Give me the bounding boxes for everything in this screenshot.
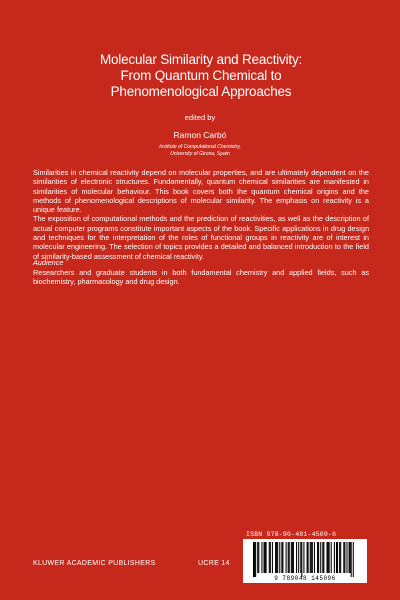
barcode-bar [344,542,345,573]
barcode-bar [286,542,287,573]
barcode-bar [277,542,278,573]
editor-affiliation [0,144,400,158]
barcode-bar [253,542,254,577]
barcode-bar [310,542,311,573]
barcode-bar [292,542,293,573]
barcode-bar [272,542,273,573]
barcode-bar [308,542,309,573]
barcode-bar [264,542,265,573]
title-line-1: Molecular Similarity and Reactivity: [99,52,303,67]
barcode-bar [331,542,332,573]
title-line-2: From Quantum Chemical to [120,68,282,83]
barcode-bar [291,542,292,573]
barcode-bar [270,542,271,573]
barcode-bar [343,542,344,573]
barcode [243,539,367,583]
barcode-bar [311,542,312,573]
barcode-bar [351,542,352,577]
title-line-3: Phenomenological Approaches [110,84,292,99]
barcode-bar [296,542,297,573]
barcode-bar [275,542,276,573]
barcode-bar [257,542,258,573]
affiliation-line-1: Institute of Computational Chemistry, [159,144,241,150]
barcode-bar [265,542,266,573]
barcode-bar [276,542,277,573]
barcode-bar [282,542,283,573]
isbn-label: ISBN 978-90-481-4509-6 [246,531,337,538]
barcode-bar [298,542,299,573]
barcode-bar [255,542,256,577]
barcode-bar [261,542,262,573]
barcode-bar [288,542,289,573]
barcode-bar [350,542,351,573]
barcode-bar [258,542,259,573]
publisher-name: KLUWER ACADEMIC PUBLISHERS [33,560,156,567]
barcode-bar [301,542,302,577]
barcode-bar [300,542,301,573]
barcode-bar [340,542,341,573]
barcode-bar [312,542,313,573]
barcode-bar [322,542,323,573]
barcode-bar [254,542,255,577]
barcode-bar [317,542,318,573]
barcode-bar [353,542,354,577]
barcode-bar [269,542,270,573]
barcode-bar [346,542,347,573]
barcode-bar [318,542,319,573]
barcode-bar [266,542,267,573]
affiliation-line-2: University of Girona, Spain [170,151,230,157]
barcode-bar [339,542,340,573]
barcode-bar [320,542,321,573]
audience-heading: Audience [33,258,64,267]
barcode-bar [293,542,294,573]
audience-text: Researchers and graduate students in both fundamental chemistry and applied fields, such as biochemistry, pharmacology and drug design. [33,268,369,287]
barcode-bar [289,542,290,573]
description-paragraph-2: The exposition of computational methods and the prediction of reactivities, as well as the description of actual computer programs constitute important aspects of the book. Specific applications in drug design and techniques for the interpretation of the roles of functional groups in reactivity are of interest in molecular engineering. The selection of topics provides a detailed and balanced introduction to the field of similarity-based assessment of chemical reactivity. [33,214,369,261]
barcode-bar [281,542,282,573]
barcode-bar [336,542,337,573]
barcode-bar [279,542,280,573]
barcode-bar [329,542,330,573]
barcode-bar [327,542,328,573]
barcode-bar [328,542,329,573]
barcode-bar [307,542,308,573]
editor-name: Ramon Carbó [173,130,227,140]
barcode-bar [314,542,315,573]
edited-by-label: edited by [184,113,216,122]
description-paragraph-1: Similarities in chemical reactivity depend on molecular properties, and are ultimately dependent on the similarities of electronic structures. Fundamentally, quantum chemical similarities are manifested in similarities of molecular behaviour. This book covers both the quantum chemical origins and the methods of phenomenological descriptions of molecular similarity. The emphasis on reactivity is a unique feature. [33,168,369,215]
series-code: UCRE 14 [198,560,230,567]
barcode-bar [323,542,324,573]
barcode-bar [349,542,350,573]
barcode-bar [337,542,338,573]
book-description [33,168,369,261]
barcode-bar [303,542,304,573]
book-title [60,52,342,100]
barcode-bar [334,542,335,573]
barcode-number: 9 789048 145096 [274,575,336,582]
